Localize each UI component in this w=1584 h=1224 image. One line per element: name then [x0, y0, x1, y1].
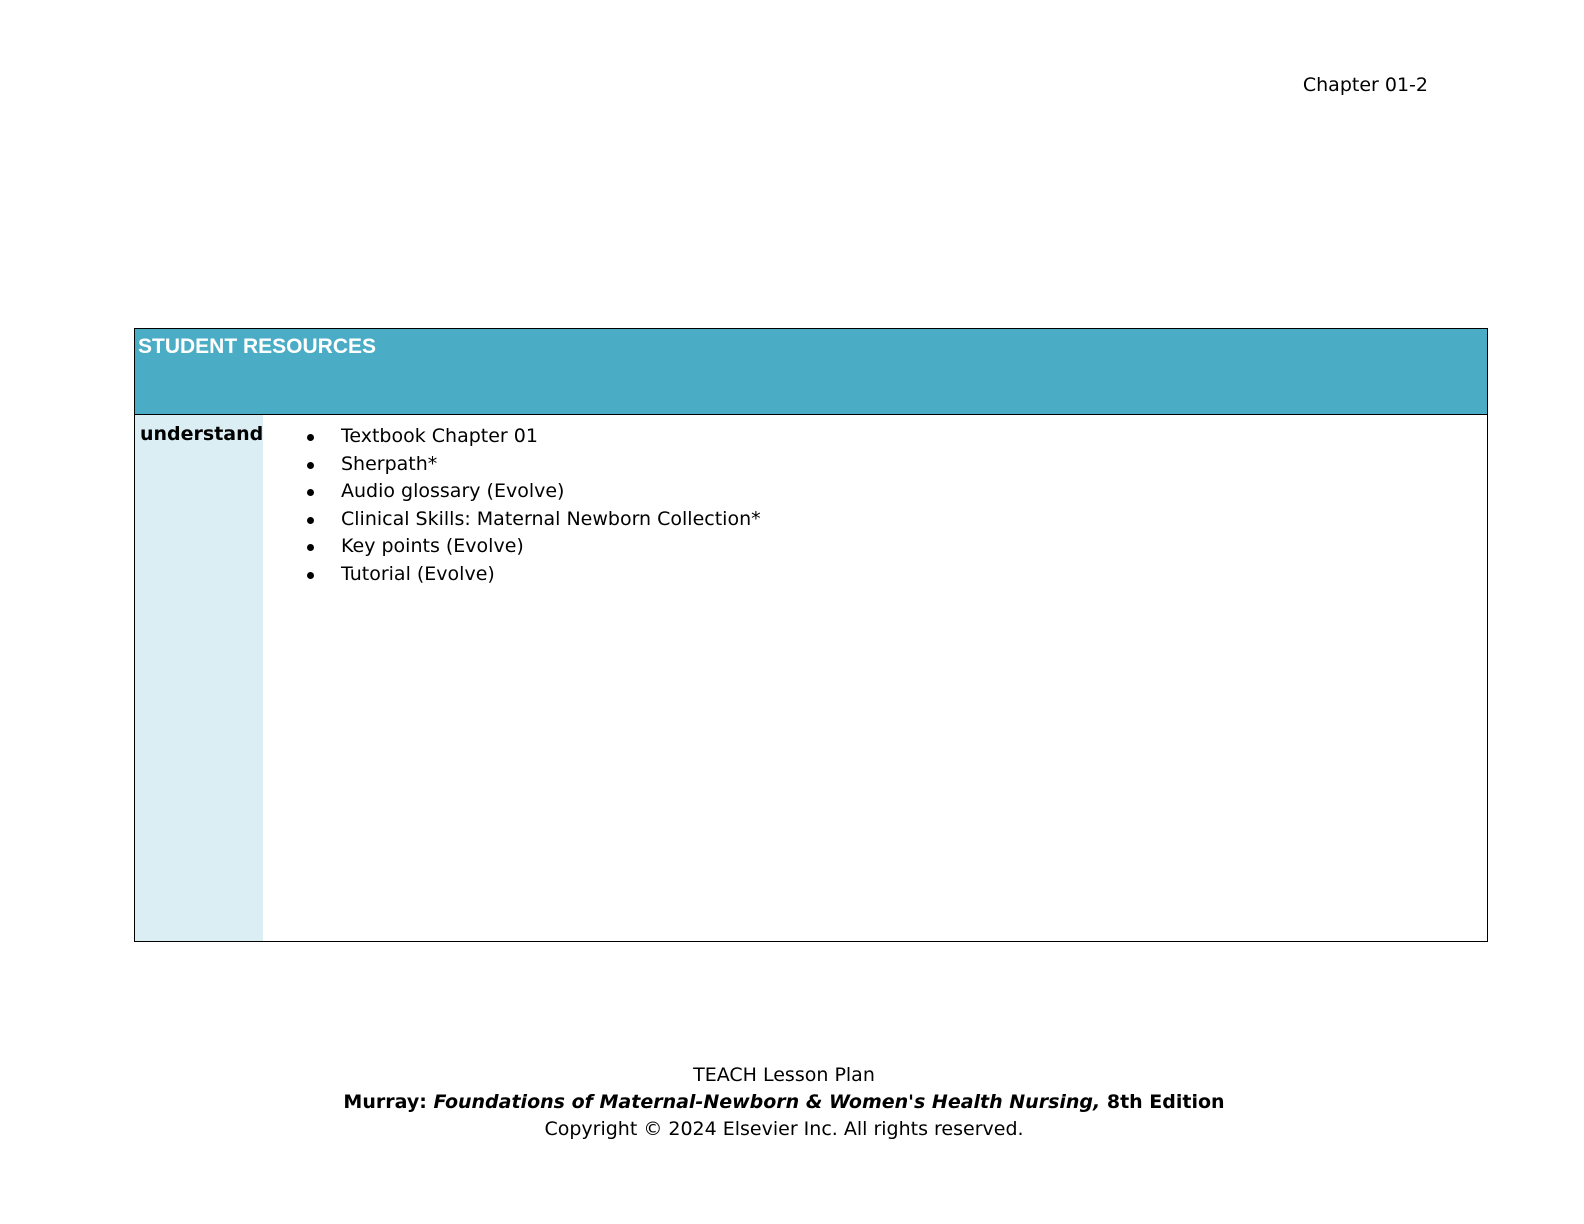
footer-edition: 8th Edition [1100, 1091, 1225, 1113]
list-item-text: Tutorial (Evolve) [341, 562, 495, 585]
list-item-text: Audio glossary (Evolve) [341, 480, 565, 503]
page-footer [0, 1062, 1568, 1143]
list-item [299, 533, 1487, 561]
bullet-icon [307, 572, 314, 579]
bullet-icon [307, 434, 314, 441]
resource-cell [263, 415, 1487, 941]
list-item [299, 423, 1487, 451]
list-item [299, 478, 1487, 506]
table-body [135, 415, 1487, 941]
table-header [135, 329, 1487, 415]
bullet-icon [307, 462, 314, 469]
list-item-text: Clinical Skills: Maternal Newborn Collection* [341, 507, 761, 530]
list-item [299, 561, 1487, 589]
footer-book-title: Foundations of Maternal-Newborn & Women's Health Nursing, [433, 1091, 1101, 1113]
list-item-text: Key points (Evolve) [341, 535, 524, 558]
list-item-text: Sherpath* [341, 452, 438, 475]
list-item [299, 451, 1487, 479]
footer-copyright: Copyright © 2024 Elsevier Inc. All rights reserved. [544, 1118, 1024, 1140]
list-item-text: Textbook Chapter 01 [341, 425, 538, 447]
bullet-icon [307, 517, 314, 524]
list-item [299, 506, 1487, 534]
student-resources-table [134, 328, 1488, 942]
page-label: Chapter 01-2 [1302, 74, 1428, 96]
footer-lesson-plan: TEACH Lesson Plan [693, 1064, 875, 1086]
footer-book-citation [0, 1089, 1568, 1116]
resource-list [263, 423, 1487, 589]
bullet-icon [307, 489, 314, 496]
footer-author: Murray: [343, 1091, 434, 1113]
table-heading: STUDENT RESOURCES [138, 335, 377, 358]
row-label: understand [135, 415, 263, 941]
bullet-icon [307, 544, 314, 551]
